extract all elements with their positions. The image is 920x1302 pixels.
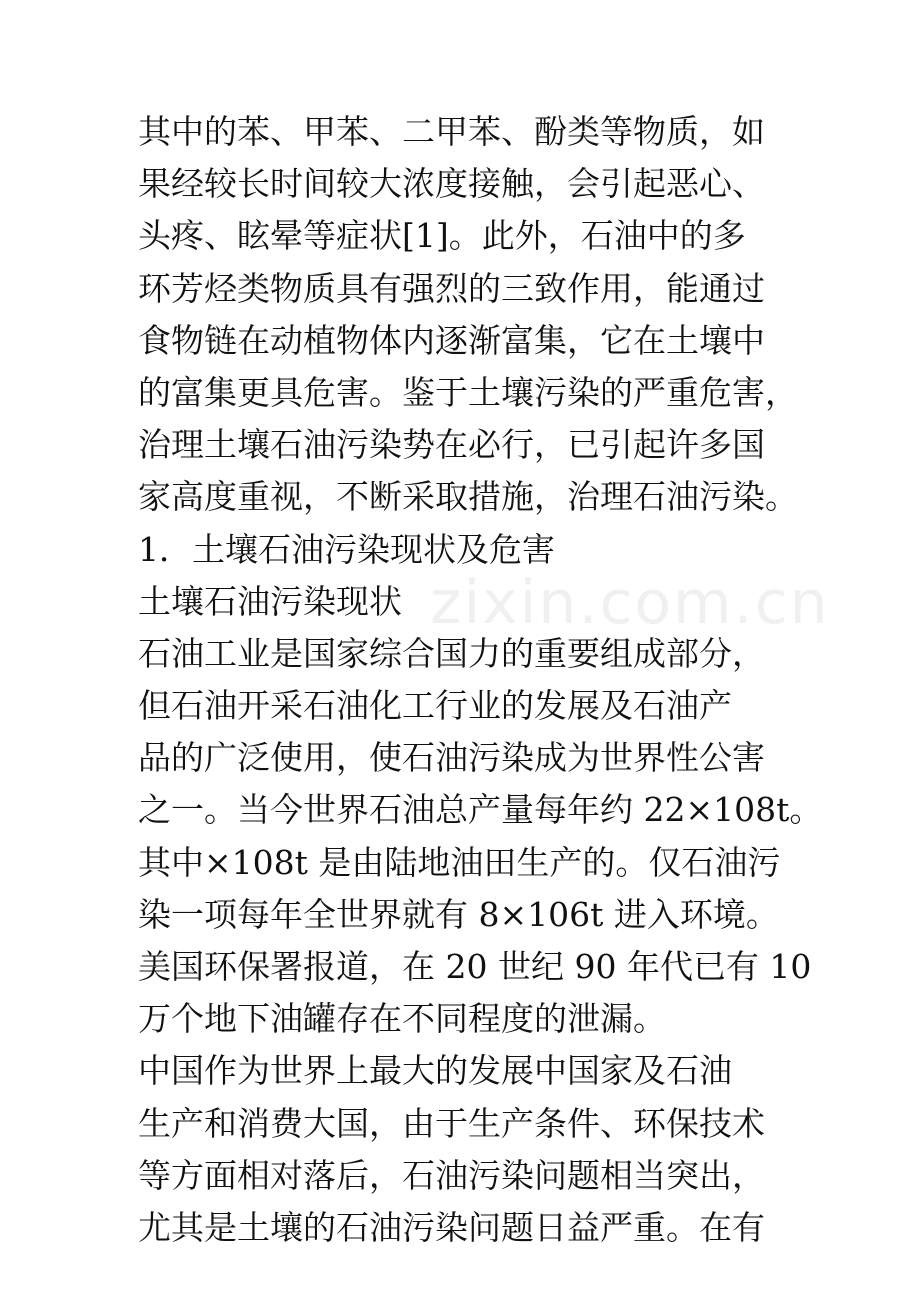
text-line: 头疼、眩晕等症状[1]。此外，石油中的多 <box>138 216 746 256</box>
text-line: 环芳烃类物质具有强烈的三致作用，能通过 <box>138 268 765 308</box>
text-line: 万个地下油罐存在不同程度的泄漏。 <box>138 999 666 1039</box>
watermark: zixin.com.cn <box>430 568 830 638</box>
subsection-heading: 土壤石油污染现状 <box>138 581 402 621</box>
text-line: 食物链在动植物体内逐渐富集，它在土壤中 <box>138 320 765 360</box>
text-line: 的富集更具危害。鉴于土壤污染的严重危害， <box>138 372 798 412</box>
text-line: 其中×108t 是由陆地油田生产的。仅石油污 <box>138 842 781 882</box>
text-line: 石油工业是国家综合国力的重要组成部分， <box>138 633 765 673</box>
text-line: 尤其是土壤的石油污染问题日益严重。在有 <box>138 1207 765 1247</box>
text-line: 染一项每年全世界就有 8×106t 进入环境。 <box>138 894 779 934</box>
text-line: 治理土壤石油污染势在必行，已引起许多国 <box>138 425 765 465</box>
text-line: 中国作为世界上最大的发展中国家及石油 <box>138 1051 732 1091</box>
text-line: 家高度重视，不断采取措施，治理石油污染。 <box>138 477 798 517</box>
text-line: 之一。当今世界石油总产量每年约 22×108t。 <box>138 790 823 830</box>
section-heading: 1．土壤石油污染现状及危害 <box>138 529 555 569</box>
text-line: 生产和消费大国，由于生产条件、环保技术 <box>138 1103 765 1143</box>
text-line: 美国环保署报道，在 20 世纪 90 年代已有 10 <box>138 947 812 986</box>
text-line: 但石油开采石油化工行业的发展及石油产 <box>138 686 732 726</box>
text-line: 果经较长时间较大浓度接触，会引起恶心、 <box>138 164 765 204</box>
text-line: 等方面相对落后，石油污染问题相当突出， <box>138 1155 765 1195</box>
text-line: 品的广泛使用，使石油污染成为世界性公害 <box>138 738 765 778</box>
body-text <box>138 106 823 1254</box>
text-line: 其中的苯、甲苯、二甲苯、酚类等物质，如 <box>138 112 765 151</box>
